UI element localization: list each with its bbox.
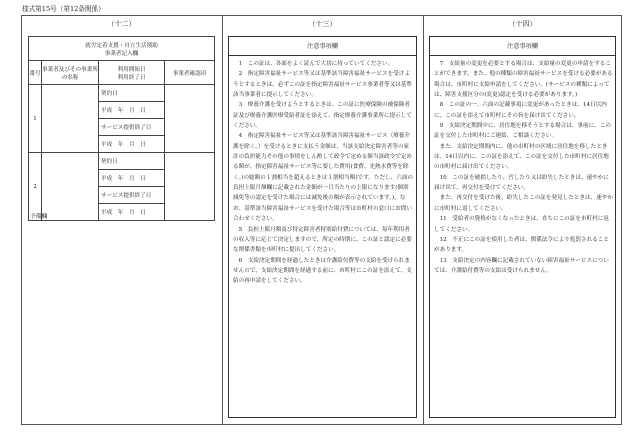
notes-list-14	[434, 59, 613, 276]
panel-divider	[423, 15, 424, 425]
note-item: 12 不正にこの証を使用した者は、関係法令により処罰されることがあります。	[434, 236, 609, 254]
panel-header-12: （十二）	[107, 20, 136, 28]
panel-header-13: （十三）	[308, 20, 337, 28]
note-item: 1 この証は、各面をよく読んで大切に持っていてください。	[238, 61, 394, 67]
provider-name-cell[interactable]	[42, 153, 99, 221]
column-usage-dates: 利用開始日 利用終了日	[99, 61, 165, 85]
confirm-seal-cell[interactable]	[165, 153, 215, 221]
end-label: サービス提供終了日	[99, 119, 165, 136]
note-item: 6 支給決定期間を経過したときは介護給付費等の支給を受けられませんので、支給決定期間を経過する前に、市町村にこの証を添えて、支給の再申請をしてください。	[233, 257, 412, 285]
row-number: 2	[29, 153, 42, 221]
remarks-label: 予備欄	[30, 214, 48, 220]
contract-label: 契約日	[99, 85, 165, 102]
end-label: サービス提供終了日	[99, 187, 165, 204]
note-item: 4 指定障害福祉サービス等又は基準該当障害福祉サービス（療養介護を除く。）を受けるときに支払う金額は、当該支給決定障害者等の家計の負担能力その他の事情をしん酌して政令で定める額当該政令で定める額が、指定障害福祉サービス等に要した費用(食費、光熱水費等を除く。)の総額の１割相当を超えるときは１割相当額)です。ただし、六面の負担上限月額欄に記載された金額が一月当たりの上限になります(個別減免等の認定を受けた場合には減免後の額が表示されています。)。なお、基準該当障害福祉サービスを受けた場合等は市町村の窓口にお問い合わせください。	[233, 133, 414, 223]
panel-divider	[222, 15, 223, 425]
note-item: また、支給決定期間内に、他の市町村の区域に居住地を移したときは、14日以内に、この証を添えて、この証を交付した市町村に居住地の市町村に届け出てください。	[434, 143, 609, 171]
note-item: 11 受給者の資格がなくなったときは、直ちにこの証を市町村に返してください。	[434, 216, 609, 233]
note-item: 8 この証の一、六面の記載事項に変更があったときは、14日以内に、この証を添えて市町村にその旨を届け出てください。	[434, 102, 607, 119]
end-date[interactable]: 平成 年 月 日	[99, 136, 165, 153]
notes-title-rule	[429, 55, 616, 56]
note-item: 7 支給量の変更を必要とする場合は、支給量の変更の申請をすることができます。また、他の種類の障害福祉サービスを受ける必要がある場合は、市町村に支給申請をしてください。(サービスの種類によっては、障害支援区分の(変更)認定を受ける必要があります。)	[434, 61, 613, 99]
notes-title-13: 注意事項欄	[307, 43, 338, 50]
column-provider-name: 事業者及びその事業所の名称	[42, 61, 99, 85]
row-number: 1	[29, 85, 42, 153]
note-item: 3 療養介護を受けようとするときは、この証に医療保険の被保険者証及び療養介護医療受給者証を添えて、指定療養介護事業所に提示してください。	[233, 102, 412, 130]
contract-date[interactable]: 平成 年 月 日	[99, 102, 165, 119]
notes-list-13	[233, 59, 414, 287]
note-item: 13 支給決定の内容欄に記載されていない障害福祉サービスについては、介護給付費等の支給は受けられません。	[434, 257, 609, 274]
contract-date[interactable]: 平成 年 月 日	[99, 170, 165, 187]
note-item: また、再交付を受けた後、紛失したこの証を発見したときは、速やかに市町村に返してください。	[434, 195, 614, 212]
form-number: 様式第15号（第12条関係）	[22, 5, 105, 13]
column-number: 番号	[29, 61, 42, 85]
table-title: 就労定着支援・自立生活援助 事業者記入欄	[29, 37, 215, 61]
note-item: 9 支給決定期間中に、居住地を移そうとする場合は、事前に、この証を交付した市町村にご連絡、ご相談ください。	[434, 123, 611, 140]
confirm-seal-cell[interactable]	[165, 85, 215, 153]
note-item: 2 指定障害福祉サービス等又は基準該当障害福祉サービスを受けようとするときは、必ずこの証を指定障害福祉サービス事業者等又は基準該当事業者に提示してください。	[233, 71, 413, 99]
note-item: 5 負担上限月額及び特定障害者特別給付費については、毎年利用者の収入等に応じて決定しますので、所定の時期に、この証と認定に必要な関係書類を市町村に提出してください。	[233, 226, 412, 254]
provider-record-table	[28, 36, 215, 221]
provider-name-cell[interactable]	[42, 85, 99, 153]
end-date[interactable]: 平成 年 月 日	[99, 204, 165, 221]
notes-title-rule	[228, 55, 417, 56]
column-confirm-seal: 事業者確認印	[165, 61, 215, 85]
panel-header-14: （十四）	[508, 20, 537, 28]
notes-title-14: 注意事項欄	[507, 43, 538, 50]
contract-label: 契約日	[99, 153, 165, 170]
note-item: 10 この証を破損したり、汚したり又は紛失したときは、速やかに届け出て、再交付を受けてください。	[434, 174, 609, 192]
